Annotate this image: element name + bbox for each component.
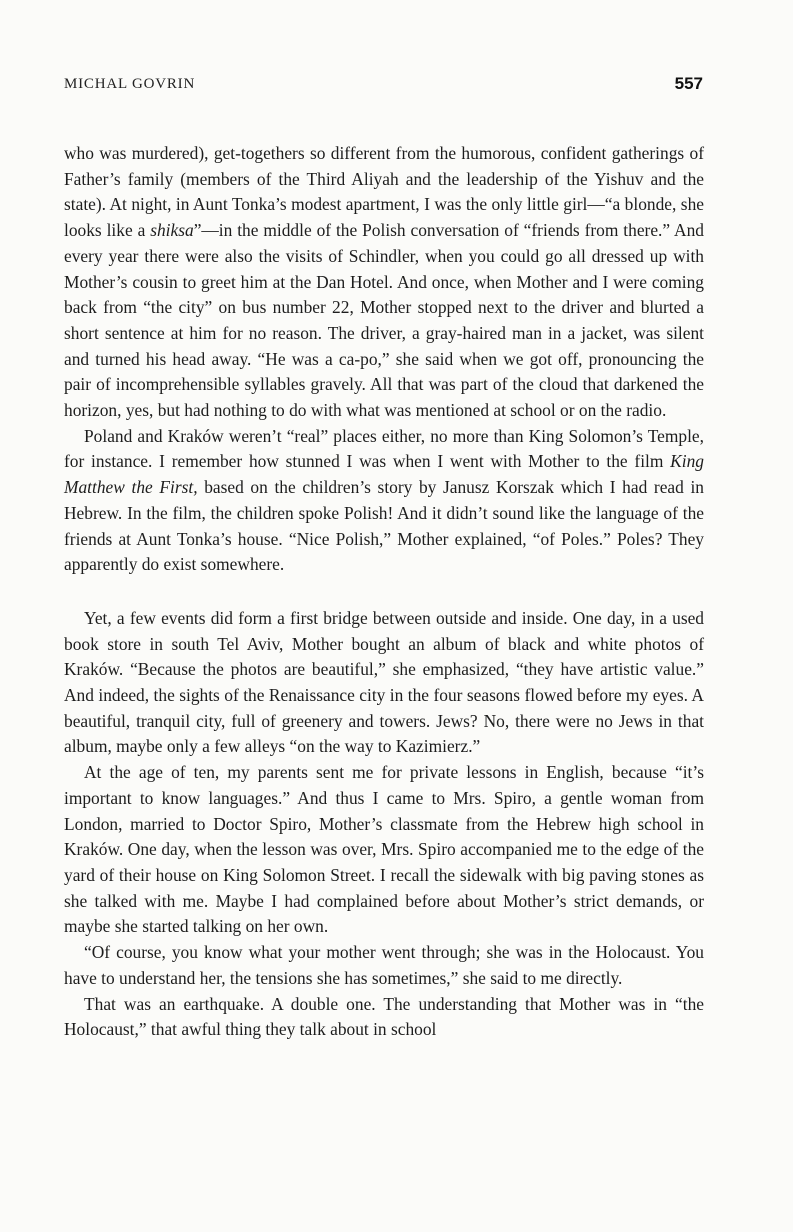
paragraph-6 — [64, 992, 704, 1043]
paragraph-5 — [64, 940, 704, 991]
section-break — [64, 578, 704, 606]
p1-italic-shiksa: shiksa — [150, 220, 194, 241]
p4-text-1: At the age of ten, my parents sent me for private lessons in English, because “it’s important to know languages.” And thus I came to Mrs. Spiro, a gentle woman from London, married to Doctor Spiro, Mother’s classmate from the Hebrew high school in Kraków. One day, when the lesson was over, Mrs. Spiro accompanied me to the edge of the yard of their house on King Solomon Street. I recall the sidewalk with big paving stones as she talked with me. Maybe I had complained before about Mother’s strict demands, or maybe she started talking on her own. — [64, 762, 704, 937]
paragraph-3 — [64, 606, 704, 760]
paragraph-2 — [64, 424, 704, 578]
running-head — [64, 76, 703, 98]
p6-text-1: That was an earthquake. A double one. The understanding that Mother was in “the Holocaust,” that awful thing they talk about in school — [64, 993, 704, 1040]
paragraph-1 — [64, 141, 704, 424]
body-text — [64, 141, 704, 1043]
p3-text-1: Yet, a few events did form a first bridge between outside and inside. One day, in a used book store in south Tel Aviv, Mother bought an album of black and white photos of Kraków. “Because the photos are beautiful,” she emphasized, “they have artistic value.” And indeed, the sights of the Renaissance city in the four seasons flowed before my eyes. A beautiful, tranquil city, full of greenery and towers. Jews? No, there were no Jews in that album, maybe only a few alleys “on the way to Kazimierz.” — [64, 607, 704, 757]
p2-text-1: Poland and Kraków weren’t “real” places either, no more than King Solomon’s Temple, for instance. I remember how stunned I was when I went with Mother to the film — [64, 425, 704, 472]
p2-text-2: based on the children’s story by Janusz Korszak which I had read in Hebrew. In the film, the children spoke Polish! And it didn’t sound like the language of the friends at Aunt Tonka’s house. “Nice Polish,” Mother explained, “of Poles.” Poles? They apparently do exist somewhere. — [64, 477, 704, 575]
p1-text-2: ”—in the middle of the Polish conversation of “friends from there.” And every year there were also the visits of Schindler, when you could go all dressed up with Mother’s cousin to greet him at the Dan Hotel. And once, when Mother and I were coming back from “the city” on bus number 22, Mother stopped next to the driver and blurted a short sentence at him for no reason. The driver, a gray-haired man in a jacket, was silent and turned his head away. “He was a ca-po,” she said when we got off, pronouncing the pair of incomprehensible syllables gravely. All that was part of the cloud that darkened the horizon, yes, but had nothing to do with what was mentioned at school or on the radio. — [64, 220, 705, 421]
page-number: 557 — [674, 74, 703, 93]
p1-text-1: who was murdered), get-togethers so different from the humorous, confident gatherings of Father’s family (members of the Third Aliyah and the leadership of the Yishuv and the state). At night, in Aunt Tonka’s modest apartment, I was the only little girl—“a blonde, she looks like a — [64, 143, 704, 241]
running-head-author: MICHAL GOVRIN — [64, 76, 196, 92]
p2-italic-film-title: King Matthew the First, — [64, 451, 704, 498]
paragraph-4 — [64, 760, 704, 940]
p5-text-1: “Of course, you know what your mother went through; she was in the Holocaust. You have to understand her, the tensions she has sometimes,” she said to me directly. — [64, 942, 704, 988]
